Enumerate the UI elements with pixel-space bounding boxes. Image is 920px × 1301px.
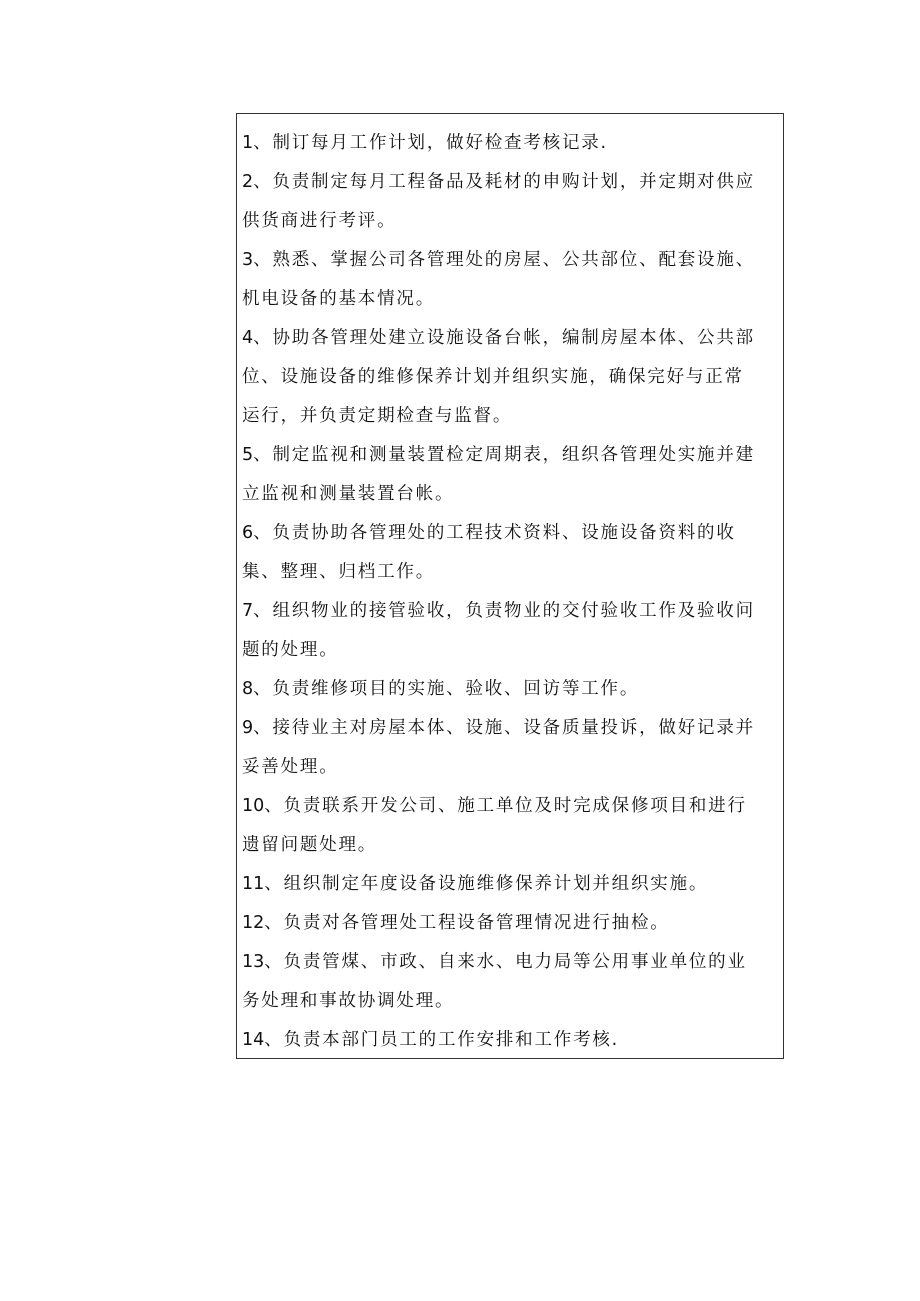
duty-line: 务处理和事故协调处理。 bbox=[242, 991, 455, 1011]
duty-item-5 bbox=[242, 436, 777, 514]
duty-number: 5 bbox=[242, 445, 254, 465]
duty-text: 、组织制定年度设备设施维修保养计划并组织实施。 bbox=[264, 874, 709, 894]
duty-number: 7 bbox=[242, 601, 254, 621]
duty-line bbox=[242, 1021, 777, 1060]
duty-line: 运行，并负责定期检查与监督。 bbox=[242, 406, 513, 426]
duty-text: 、组织物业的接管验收，负责物业的交付验收工作及验收问 bbox=[253, 601, 755, 621]
duty-item-14 bbox=[242, 1021, 777, 1060]
duty-text: 、负责对各管理处工程设备管理情况进行抽检。 bbox=[264, 913, 670, 933]
duty-text: 、制订每月工作计划，做好检查考核记录. bbox=[253, 133, 608, 153]
duty-line: 立监视和测量装置台帐。 bbox=[242, 484, 455, 504]
duty-item-2 bbox=[242, 163, 777, 241]
duty-line bbox=[242, 787, 777, 826]
duties-table-cell bbox=[236, 113, 784, 1059]
duty-line: 供货商进行考评。 bbox=[242, 211, 397, 231]
duty-line bbox=[242, 592, 777, 631]
duty-item-13 bbox=[242, 943, 777, 1021]
duty-item-8 bbox=[242, 670, 777, 709]
duty-number: 2 bbox=[242, 172, 254, 192]
duty-text: 、负责联系开发公司、施工单位及时完成保修项目和进行 bbox=[264, 796, 747, 816]
duty-line: 题的处理。 bbox=[242, 640, 339, 660]
duty-number: 6 bbox=[242, 523, 254, 543]
duty-text: 、负责维修项目的实施、验收、回访等工作。 bbox=[253, 679, 640, 699]
duty-item-1 bbox=[242, 124, 777, 163]
duty-line bbox=[242, 124, 777, 163]
duty-line: 机电设备的基本情况。 bbox=[242, 289, 435, 309]
duty-line bbox=[242, 865, 777, 904]
duty-line bbox=[242, 163, 777, 202]
duty-number: 4 bbox=[242, 328, 254, 348]
duty-text: 、熟悉、掌握公司各管理处的房屋、公共部位、配套设施、 bbox=[253, 250, 755, 270]
duty-item-6 bbox=[242, 514, 777, 592]
duty-item-10 bbox=[242, 787, 777, 865]
duty-number: 10 bbox=[242, 796, 265, 816]
duty-item-11 bbox=[242, 865, 777, 904]
duty-text: 、负责管煤、市政、自来水、电力局等公用事业单位的业 bbox=[264, 952, 747, 972]
duty-text: 、负责制定每月工程备品及耗材的申购计划，并定期对供应 bbox=[253, 172, 755, 192]
duty-line bbox=[242, 709, 777, 748]
duty-number: 3 bbox=[242, 250, 254, 270]
duty-line bbox=[242, 319, 777, 358]
duty-number: 12 bbox=[242, 913, 265, 933]
duty-number: 13 bbox=[242, 952, 265, 972]
duty-line: 遗留问题处理。 bbox=[242, 835, 378, 855]
duties-list bbox=[242, 124, 777, 1060]
duty-text: 、协助各管理处建立设施设备台帐，编制房屋本体、公共部 bbox=[253, 328, 755, 348]
duty-line bbox=[242, 436, 777, 475]
duty-line bbox=[242, 943, 777, 982]
duty-text: 、制定监视和测量装置检定周期表，组织各管理处实施并建 bbox=[253, 445, 755, 465]
duty-line bbox=[242, 514, 777, 553]
duty-number: 9 bbox=[242, 718, 254, 738]
duty-item-9 bbox=[242, 709, 777, 787]
duty-line: 妥善处理。 bbox=[242, 757, 339, 777]
duty-number: 8 bbox=[242, 679, 254, 699]
duty-number: 1 bbox=[242, 133, 254, 153]
duty-text: 、接待业主对房屋本体、设施、设备质量投诉，做好记录并 bbox=[253, 718, 755, 738]
duty-number: 11 bbox=[242, 874, 265, 894]
duty-text: 、负责本部门员工的工作安排和工作考核. bbox=[264, 1030, 620, 1050]
duty-line bbox=[242, 904, 777, 943]
duty-item-4 bbox=[242, 319, 777, 436]
duty-line bbox=[242, 241, 777, 280]
duty-item-7 bbox=[242, 592, 777, 670]
duty-line: 位、设施设备的维修保养计划并组织实施，确保完好与正常 bbox=[242, 367, 744, 387]
duty-item-12 bbox=[242, 904, 777, 943]
duty-line: 集、整理、归档工作。 bbox=[242, 562, 435, 582]
duty-line bbox=[242, 670, 777, 709]
duty-number: 14 bbox=[242, 1030, 265, 1050]
duty-item-3 bbox=[242, 241, 777, 319]
duty-text: 、负责协助各管理处的工程技术资料、设施设备资料的收 bbox=[253, 523, 736, 543]
